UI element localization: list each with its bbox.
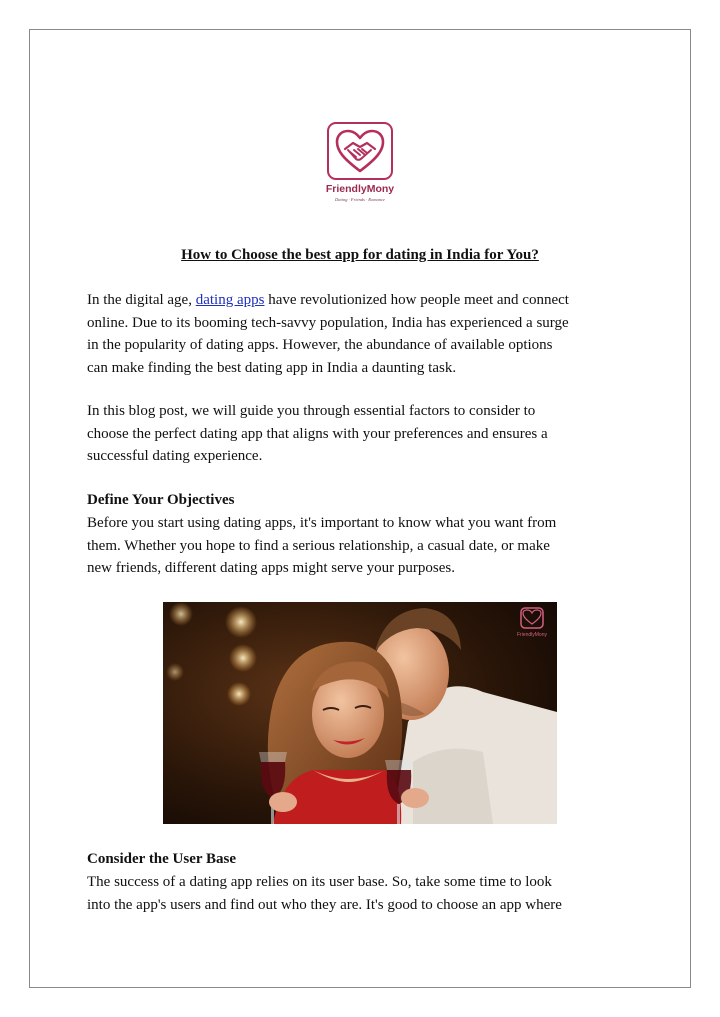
intro-line-1-end: have revolutionized how people meet and connect xyxy=(264,292,569,308)
section-heading-user-base: Consider the User Base xyxy=(87,851,237,867)
dating-apps-link[interactable]: dating apps xyxy=(195,292,265,308)
intro-line-1-start: In the digital age, xyxy=(87,292,196,308)
handshake-heart-icon xyxy=(334,127,386,175)
intro-line-2: online. Due to its booming tech-savvy population, India has experienced a surge xyxy=(87,314,569,331)
intro-line-4: can make finding the best dating app in India a daunting task. xyxy=(87,359,457,376)
guide-line-1: In this blog post, we will guide you through essential factors to consider to xyxy=(87,403,536,419)
photo-watermark-text: FriendlyMony xyxy=(516,632,548,638)
user-base-line-1: The success of a dating app relies on its user base. So, take some time to look xyxy=(87,874,552,890)
objectives-line-2: them. Whether you hope to find a serious relationship, a casual date, or make xyxy=(87,537,550,554)
section-heading-objectives: Define Your Objectives xyxy=(87,492,235,508)
guide-line-2: choose the perfect dating app that aligns with your preferences and ensures a xyxy=(87,425,548,442)
couple-photo xyxy=(163,602,557,824)
logo-tagline: Dating · Friends · Romance xyxy=(335,197,385,202)
guide-line-3: successful dating experience. xyxy=(87,448,263,464)
user-base-paragraph xyxy=(87,871,647,916)
logo-brand-name: FriendlyMony xyxy=(325,183,395,195)
guide-paragraph xyxy=(87,400,647,468)
objectives-line-1: Before you start using dating apps, it's important to know what you want from xyxy=(87,515,557,531)
intro-line-3: in the popularity of dating apps. However, the abundance of available options xyxy=(87,337,553,353)
intro-paragraph xyxy=(87,289,647,379)
intro-line-1 xyxy=(87,289,647,312)
user-base-line-2: into the app's users and find out who they are. It's good to choose an app where xyxy=(87,896,562,913)
objectives-paragraph xyxy=(87,512,647,580)
logo-badge xyxy=(327,122,393,180)
brand-logo xyxy=(312,122,408,206)
document-title: How to Choose the best app for dating in India for You? xyxy=(181,247,539,263)
objectives-line-3: new friends, different dating apps might serve your purposes. xyxy=(87,560,455,576)
